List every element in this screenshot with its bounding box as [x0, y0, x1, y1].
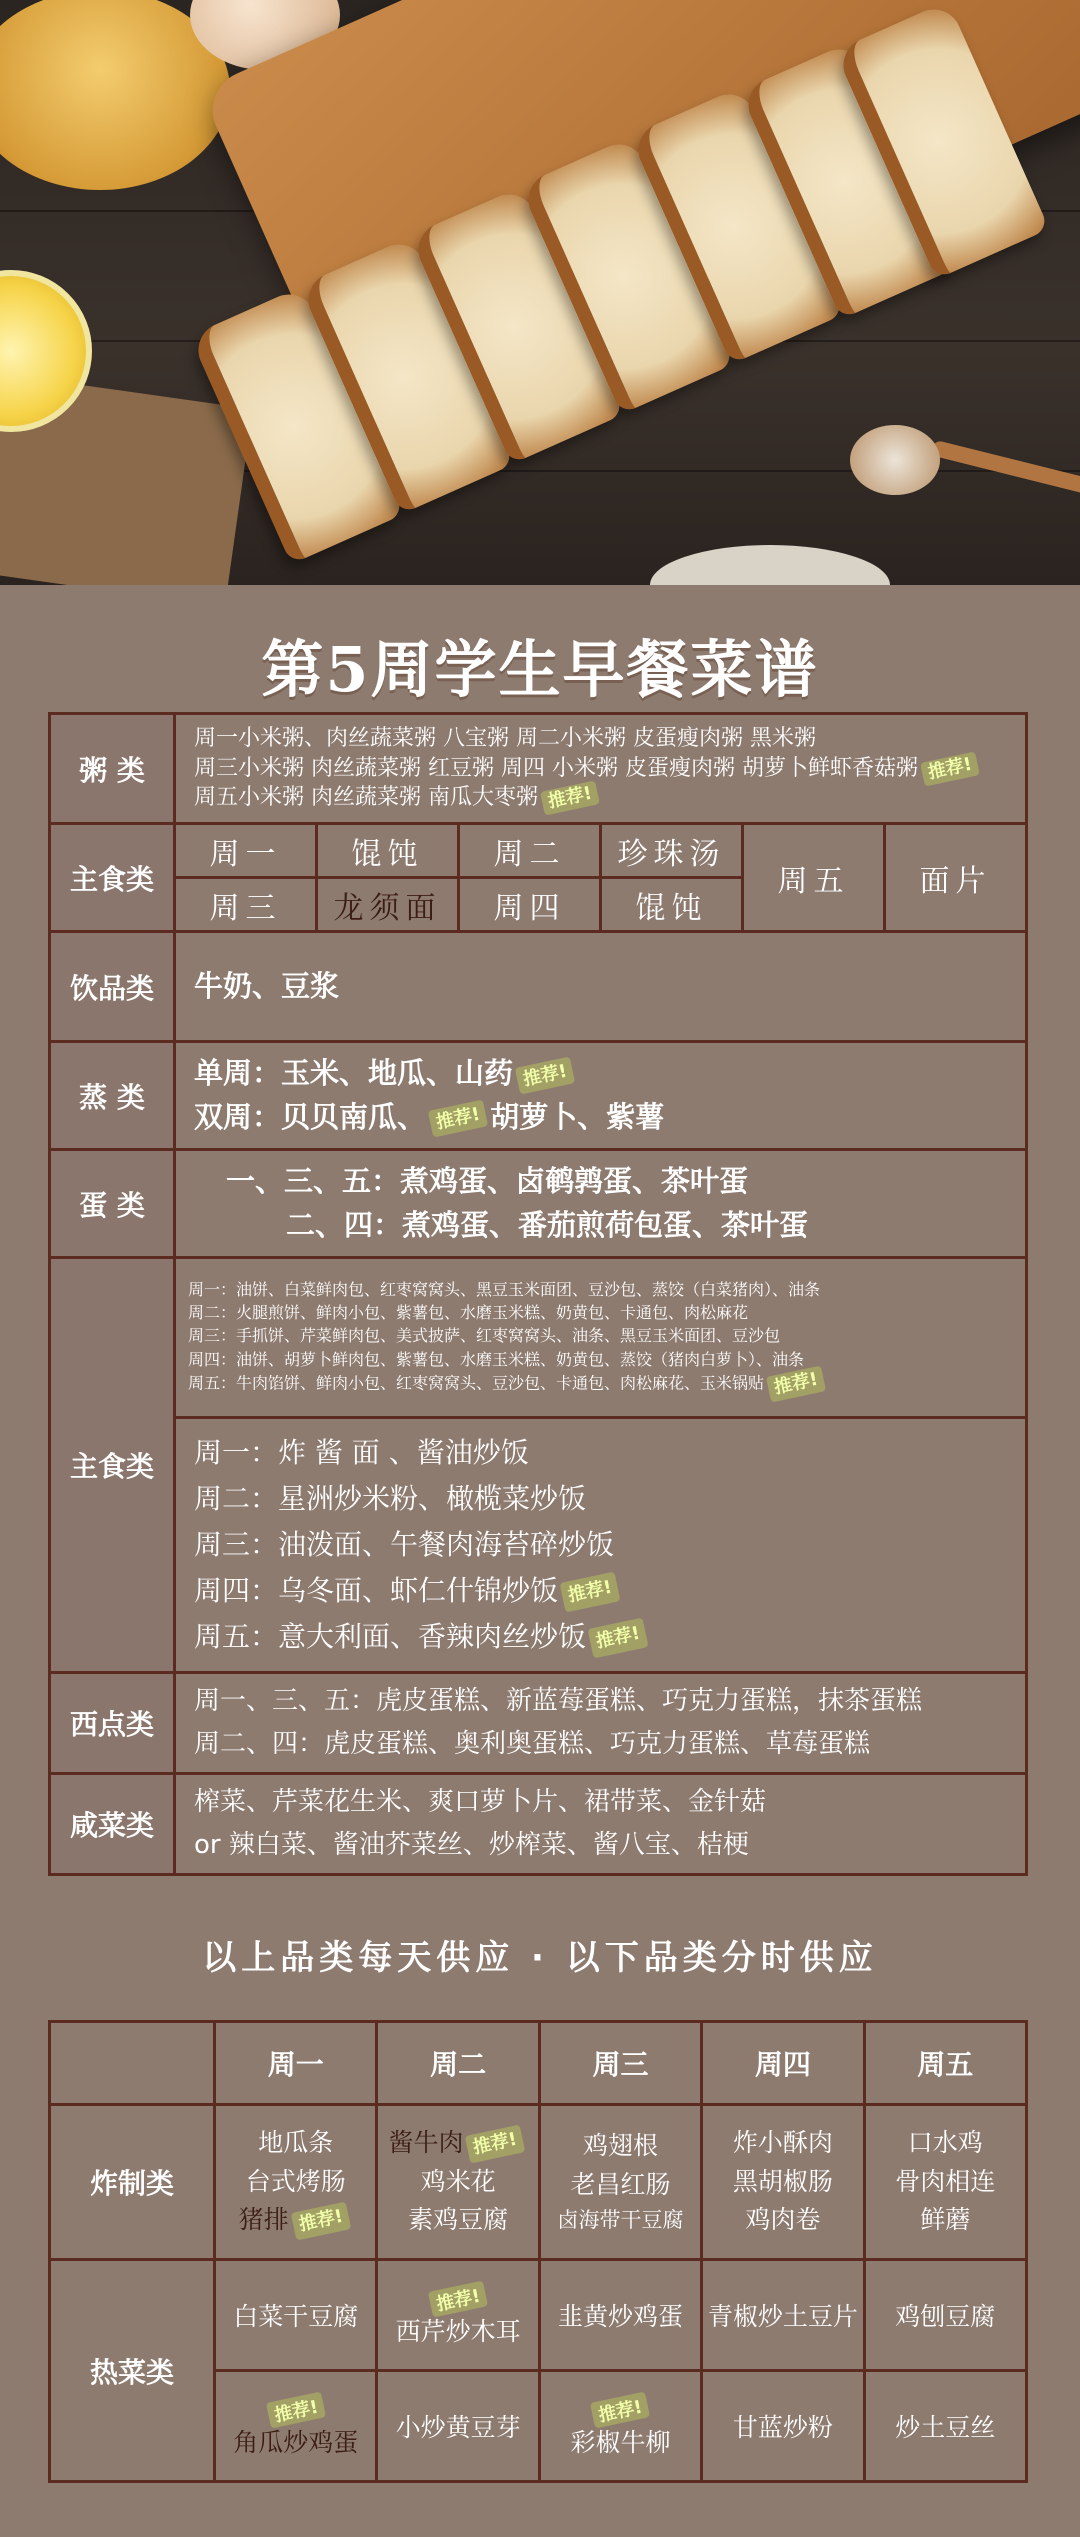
fried-row	[50, 2105, 1027, 2260]
dish-cell: 馄饨	[317, 824, 459, 878]
pastry-row	[50, 1673, 1027, 1774]
staple2-line: 周一：油饼、白菜鲜肉包、红枣窝窝头、黑豆玉米面团、豆沙包、蒸饺（白菜猪肉）、油条	[188, 1280, 821, 1300]
pastry-cell	[175, 1673, 1027, 1774]
category-label: 蛋 类	[50, 1150, 175, 1258]
drinks-cell: 牛奶、豆浆	[175, 932, 1027, 1042]
eggs-row	[50, 1150, 1027, 1258]
staple2-noodle-line: 周四：乌冬面、虾仁什锦炒饭 推荐!	[194, 1568, 1007, 1614]
spoon-handle	[931, 440, 1080, 497]
recommend-badge: 推荐!	[428, 1099, 489, 1137]
fried-cell: 鸡翅根 老昌红肠 卤海带干豆腐	[539, 2105, 701, 2260]
staple2-small-row	[50, 1258, 1027, 1418]
recommend-badge: 推荐!	[590, 2391, 650, 2428]
staple-row-1	[50, 824, 1027, 878]
fried-cell: 酱牛肉 推荐! 鸡米花 素鸡豆腐	[377, 2105, 539, 2260]
steamed-cell	[175, 1042, 1027, 1150]
weekday-header: 周三	[539, 2022, 701, 2105]
staple2-noodle-line: 周五：意大利面、香辣肉丝炒饭 推荐!	[194, 1614, 1007, 1660]
page-title: 第5周学生早餐菜谱	[261, 633, 819, 706]
recommend-badge: 推荐!	[920, 751, 980, 786]
porridge-cell	[175, 714, 1027, 824]
staple2-big-row	[50, 1418, 1027, 1673]
hero-bread-photo	[0, 0, 1080, 585]
recommend-badge: 推荐!	[560, 1572, 621, 1613]
dish-cell: 龙须面	[317, 878, 459, 932]
staple2-noodle-cell	[175, 1418, 1027, 1673]
day-cell: 周二	[459, 824, 601, 878]
day-cell: 周四	[459, 878, 601, 932]
porridge-line: 周五小米粥 肉丝蔬菜粥 南瓜大枣粥 推荐!	[194, 783, 1007, 813]
category-label: 蒸 类	[50, 1042, 175, 1150]
category-label: 饮品类	[50, 932, 175, 1042]
hot-dish-cell: 小炒黄豆芽	[377, 2371, 539, 2482]
hot-dish-cell: 白菜干豆腐	[215, 2260, 377, 2371]
recommend-badge: 推荐!	[766, 1365, 826, 1402]
hot-dish-cell: 韭黄炒鸡蛋	[539, 2260, 701, 2371]
staple2-line: 周五：牛肉馅饼、鲜肉小包、红枣窝窝头、豆沙包、卡通包、肉松麻花、玉米锅贴 推荐!	[188, 1371, 1013, 1397]
weekday-header: 周一	[215, 2022, 377, 2105]
weekday-header: 周二	[377, 2022, 539, 2105]
recommend-badge: 推荐!	[290, 2202, 351, 2241]
dish-cell: 馄饨	[601, 878, 743, 932]
staple2-breakfast-cell	[175, 1258, 1027, 1418]
day-cell: 周一	[175, 824, 317, 878]
recommend-badge: 推荐!	[588, 1618, 649, 1659]
staple2-line: 周四：油饼、胡萝卜鲜肉包、紫薯包、水磨玉米糕、奶黄包、蒸饺（猪肉白萝卜）、油条	[188, 1349, 805, 1369]
porridge-line: 周一小米粥、肉丝蔬菜粥 八宝粥 周二小米粥 皮蛋瘦肉粥 黑米粥	[194, 725, 816, 751]
weekday-header-row	[50, 2022, 1027, 2105]
pickles-line: 榨菜、芹菜花生米、爽口萝卜片、裙带菜、金针菇	[194, 1786, 767, 1817]
category-label: 咸菜类	[50, 1773, 175, 1874]
fried-cell: 口水鸡 骨肉相连 鲜蘑	[864, 2105, 1026, 2260]
pastry-line: 周一、三、五：虎皮蛋糕、新蓝莓蛋糕、巧克力蛋糕，抹茶蛋糕	[194, 1686, 923, 1716]
porridge-line: 周三小米粥 肉丝蔬菜粥 红豆粥 周四 小米粥 皮蛋瘦肉粥 胡萝卜鲜虾香菇粥 推荐!	[194, 754, 1007, 784]
staple2-noodle-line: 周二：星洲炒米粉、橄榄菜炒饭	[194, 1481, 587, 1515]
pickles-cell	[175, 1773, 1027, 1874]
hot-dish-cell: 推荐! 角瓜炒鸡蛋	[215, 2371, 377, 2482]
pastry-line: 周二、四：虎皮蛋糕、奥利奥蛋糕、巧克力蛋糕、草莓蛋糕	[194, 1728, 871, 1759]
staple2-line: 周二：火腿煎饼、鲜肉小包、紫薯包、水磨玉米糕、奶黄包、卡通包、肉松麻花	[188, 1303, 749, 1323]
hot-dish-cell: 鸡刨豆腐	[864, 2260, 1026, 2371]
hot-dish-cell: 推荐! 彩椒牛柳	[539, 2371, 701, 2482]
category-label: 主食类	[50, 824, 175, 932]
corner-cell	[50, 2022, 215, 2105]
category-label: 主食类	[50, 1258, 175, 1673]
dish-cell: 面片	[885, 824, 1027, 932]
fried-cell: 地瓜条 台式烤肠 猪排 推荐!	[215, 2105, 377, 2260]
day-cell: 周五	[743, 824, 885, 932]
staple2-noodle-line: 周一：炸 酱 面 、酱油炒饭	[194, 1435, 529, 1469]
recommend-badge: 推荐!	[515, 1056, 576, 1094]
daily-menu-table	[48, 712, 1028, 1876]
recommend-badge: 推荐!	[465, 2124, 526, 2163]
drinks-row	[50, 932, 1027, 1042]
recommend-badge: 推荐!	[428, 2280, 488, 2317]
staple2-line: 周三：手抓饼、芹菜鲜肉包、美式披萨、红枣窝窝头、油条、黑豆玉米面团、豆沙包	[188, 1326, 781, 1346]
hot-dish-cell: 推荐! 西芹炒木耳	[377, 2260, 539, 2371]
timed-menu-table	[48, 2020, 1028, 2483]
category-label: 炸制类	[50, 2105, 215, 2260]
pickles-row	[50, 1773, 1027, 1874]
flour-spoon-decoration	[850, 425, 940, 495]
pickles-line: or 辣白菜、酱油芥菜丝、炒榨菜、酱八宝、桔梗	[194, 1829, 749, 1860]
fried-cell: 炸小酥肉 黑胡椒肠 鸡肉卷	[702, 2105, 864, 2260]
weekday-header: 周五	[864, 2022, 1026, 2105]
day-cell: 周三	[175, 878, 317, 932]
hot-dish-cell: 炒土豆丝	[864, 2371, 1026, 2482]
hot-dish-cell: 甘蓝炒粉	[702, 2371, 864, 2482]
category-label: 西点类	[50, 1673, 175, 1774]
eggs-line: 二、四：煮鸡蛋、番茄煎荷包蛋、茶叶蛋	[286, 1207, 809, 1242]
flour-bowl-decoration	[650, 545, 890, 585]
hot-dish-cell: 青椒炒土豆片	[702, 2260, 864, 2371]
steamed-line: 双周：贝贝南瓜、 推荐! 胡萝卜、紫薯	[194, 1096, 1007, 1140]
dish-cell: 珍珠汤	[601, 824, 743, 878]
category-label: 粥 类	[50, 714, 175, 824]
category-label: 热菜类	[50, 2260, 215, 2482]
supply-note: 以上品类每天供应 · 以下品类分时供应	[202, 1938, 878, 1978]
hot-dish-row-1	[50, 2260, 1027, 2371]
staple2-noodle-line: 周三：油泼面、午餐肉海苔碎炒饭	[194, 1527, 615, 1561]
porridge-row	[50, 714, 1027, 824]
weekday-header: 周四	[702, 2022, 864, 2105]
recommend-badge: 推荐!	[265, 2391, 325, 2428]
recommend-badge: 推荐!	[540, 781, 600, 816]
eggs-line: 一、三、五：煮鸡蛋、卤鹌鹑蛋、茶叶蛋	[226, 1164, 749, 1198]
steamed-line: 单周：玉米、地瓜、山药 推荐!	[194, 1052, 1007, 1096]
steamed-row	[50, 1042, 1027, 1150]
eggs-cell	[175, 1150, 1027, 1258]
